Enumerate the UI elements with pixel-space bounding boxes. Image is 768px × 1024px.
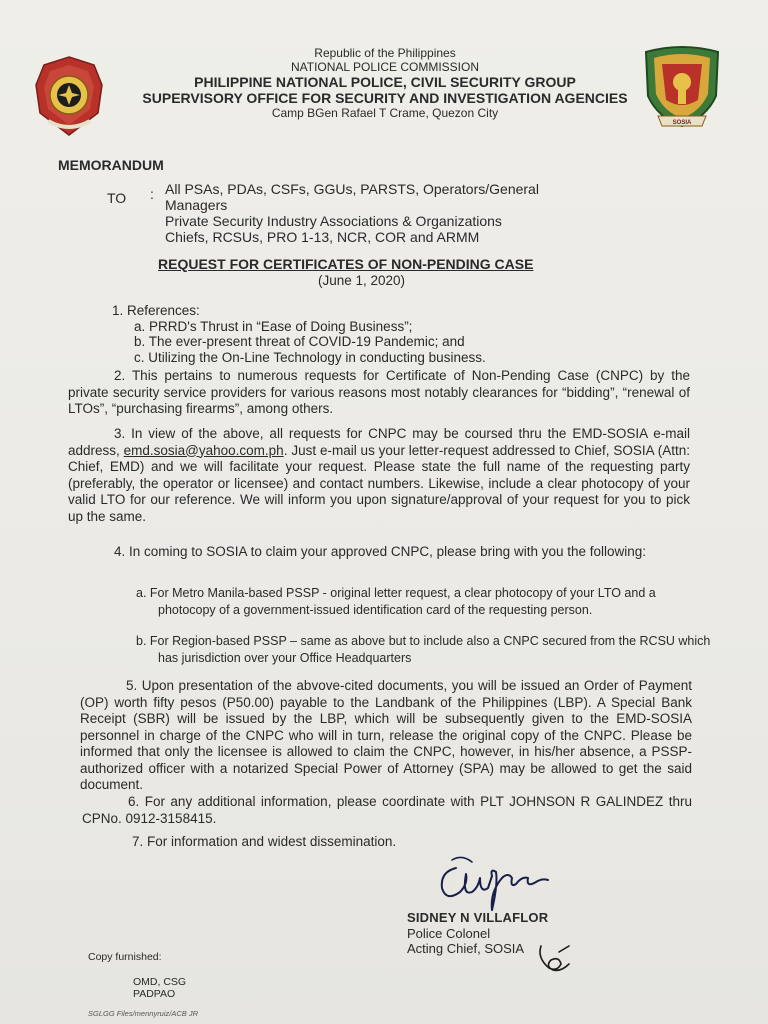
sosia-seal-text: SOSIA — [672, 120, 692, 126]
signatory-title: Acting Chief, SOSIA — [407, 941, 525, 956]
paragraph-1-heading: 1. References: — [112, 303, 200, 318]
pnp-csg-seal-icon — [32, 55, 106, 137]
paragraph-3-text: . Just e-mail us your letter-request addressed to Chief, SOSIA (Attn: Chief, EMD) and we will facilitate your request. Please state the full name of the requesting party (preferably, the operator or licensee) and contact numbers. Likewise, include a clear photocopy of your valid LTO for our reference. We will inform you upon signature/approval of your request for you to pick up the same. — [68, 442, 691, 524]
paragraph-4: 4. In coming to SOSIA to claim your approved CNPC, please bring with you the following: — [114, 544, 647, 559]
handwritten-initial — [535, 942, 575, 974]
reference-item: c. Utilizing the On-Line Technology in conducting business. — [134, 350, 486, 365]
letterhead-pnp-csg: PHILIPPINE NATIONAL POLICE, CIVIL SECURITY GROUP — [194, 74, 576, 90]
reference-item: b. The ever-present threat of COVID-19 Pandemic; and — [134, 334, 465, 349]
paragraph-3 — [68, 426, 690, 525]
email-link[interactable]: emd.sosia@yahoo.com.ph — [123, 442, 284, 458]
copy-furnished-list — [133, 976, 186, 1000]
reference-item: a. PRRD's Thrust in “Ease of Doing Business”; — [134, 319, 413, 334]
signatory-name: SIDNEY N VILLAFLOR — [407, 910, 549, 925]
to-label: TO — [107, 190, 127, 206]
handwritten-signature — [432, 848, 562, 918]
copy-recipient: OMD, CSG — [133, 976, 187, 988]
letterhead-napolcom: NATIONAL POLICE COMMISSION — [290, 60, 480, 74]
copy-recipient: PADPAO — [133, 988, 176, 1000]
recipient-line: Managers — [165, 197, 228, 213]
signatory-rank: Police Colonel — [407, 926, 491, 941]
paragraph-3-text: 3. In view of the above, all requests for CNPC may be coursed thru the EMD-SOSIA e-mail address, — [68, 426, 690, 458]
letterhead-address: Camp BGen Rafael T Crame, Quezon City — [271, 106, 499, 120]
recipient-line: Private Security Industry Associations & Organizations — [165, 213, 502, 229]
letterhead-republic: Republic of the Philippines — [314, 46, 456, 60]
letterhead — [140, 46, 630, 120]
letterhead-sosia: SUPERVISORY OFFICE FOR SECURITY AND INVESTIGATION AGENCIES — [142, 90, 628, 106]
paragraph-2: 2. This pertains to numerous requests for Certificate of Non-Pending Case (CNPC) by the private security service providers for various reasons most notably clearances for “bidding”, “renewal of LTOs”, “purchasing firearms”, among others. — [68, 368, 690, 416]
copy-furnished-label: Copy furnished: — [88, 951, 162, 963]
recipient-line: All PSAs, PDAs, CSFs, GGUs, PARSTS, Operators/General — [165, 181, 539, 197]
recipient-list — [165, 181, 539, 245]
file-reference: SGLGG Files/mennyruiz/ACB JR — [88, 1009, 199, 1018]
paragraph-5: 5. Upon presentation of the abvove-cited documents, you will be issued an Order of Payment (OP) worth fifty pesos (P50.00) payable to the Landbank of the Philippines (LBP). A Special Bank Receipt (SBR) will be issued by the LBP, which will be subsequently given to the EMD-SOSIA personnel in charge of the CNPC who will in turn, release the original copy of the CNPC. Please be informed that only the licensee is allowed to claim the CNPC, however, in his/her absence, a PSSP-authorized officer with a notarized Special Power of Attorney (SPA) may be allowed to get the said document. — [80, 678, 692, 792]
sosia-seal-icon — [636, 38, 728, 130]
memo-heading: MEMORANDUM — [58, 157, 164, 173]
memo-subject: REQUEST FOR CERTIFICATES OF NON-PENDING CASE — [158, 256, 534, 272]
recipient-line: Chiefs, RCSUs, PRO 1-13, NCR, COR and ARMM — [165, 229, 480, 245]
paragraph-6: 6. For any additional information, please coordinate with PLT JOHNSON R GALINDEZ thru CPNo. 0912-3158415. — [82, 794, 692, 826]
memo-date: (June 1, 2020) — [318, 273, 406, 288]
to-colon: : — [150, 186, 154, 202]
paragraph-7: 7. For information and widest dissemination. — [132, 834, 397, 849]
requirement-item: a. For Metro Manila-based PSSP - original letter request, a clear photocopy of your LTO and a photocopy of a government-issued identification card of the requesting person. — [136, 586, 656, 617]
requirement-item: b. For Region-based PSSP – same as above but to include also a CNPC secured from the RCSU which has jurisdiction over your Office Headquarters — [136, 634, 711, 665]
